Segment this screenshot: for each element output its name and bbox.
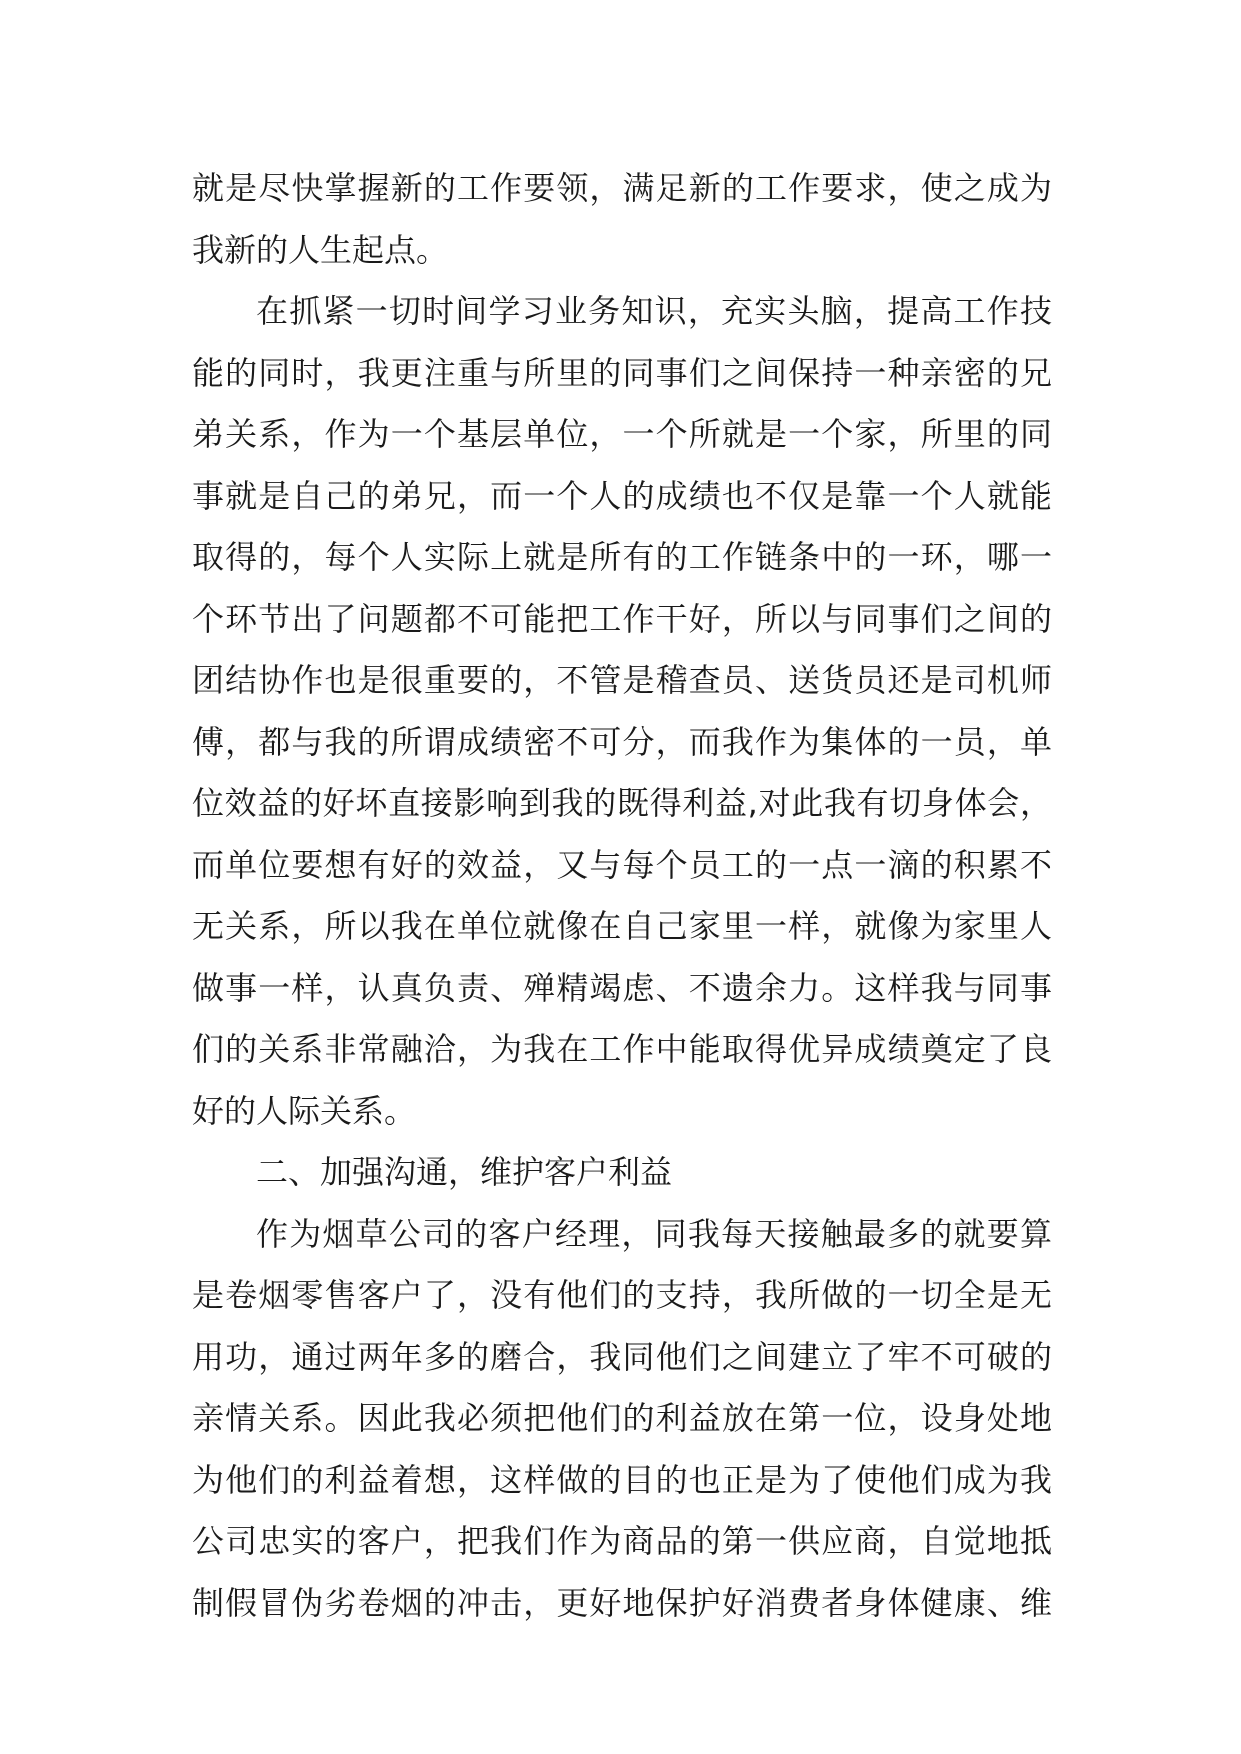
text-line: 们的关系非常融洽，为我在工作中能取得优异成绩奠定了良 <box>192 1030 1052 1068</box>
text-line: 就是尽快掌握新的工作要领，满足新的工作要求，使之成为 <box>192 169 1052 207</box>
document-body <box>192 158 1052 1634</box>
text-line: 好的人际关系。 <box>192 1091 417 1130</box>
text-line: 位效益的好坏直接影响到我的既得利益,对此我有切身体会， <box>192 784 1052 822</box>
text-line: 是卷烟零售客户了，没有他们的支持，我所做的一切全是无 <box>192 1276 1052 1314</box>
text-line: 取得的，每个人实际上就是所有的工作链条中的一环，哪一 <box>192 538 1052 576</box>
text-line: 公司忠实的客户，把我们作为商品的第一供应商，自觉地抵 <box>192 1522 1052 1560</box>
text-line: 为他们的利益着想，这样做的目的也正是为了使他们成为我 <box>192 1460 1052 1499</box>
text-line: 团结协作也是很重要的，不管是稽查员、送货员还是司机师 <box>192 661 1052 699</box>
section-heading: 二、加强沟通，维护客户利益 <box>256 1153 673 1191</box>
text-line: 无关系，所以我在单位就像在自己家里一样，就像为家里人 <box>192 907 1052 945</box>
text-line: 能的同时，我更注重与所里的同事们之间保持一种亲密的兄 <box>192 353 1052 392</box>
text-line: 做事一样，认真负责、殚精竭虑、不遗余力。这样我与同事 <box>192 968 1052 1007</box>
text-line: 亲情关系。因此我必须把他们的利益放在第一位，设身处地 <box>192 1399 1052 1437</box>
text-line: 而单位要想有好的效益，又与每个员工的一点一滴的积累不 <box>192 845 1052 884</box>
text-line: 我新的人生起点。 <box>192 230 449 269</box>
text-line: 事就是自己的弟兄，而一个人的成绩也不仅是靠一个人就能 <box>192 476 1052 515</box>
text-line: 用功，通过两年多的磨合，我同他们之间建立了牢不可破的 <box>192 1337 1052 1376</box>
text-line: 在抓紧一切时间学习业务知识，充实头脑，提高工作技 <box>256 292 1052 330</box>
text-line: 个环节出了问题都不可能把工作干好，所以与同事们之间的 <box>192 599 1052 638</box>
text-line: 傅，都与我的所谓成绩密不可分，而我作为集体的一员，单 <box>192 722 1052 761</box>
text-line: 弟关系，作为一个基层单位，一个所就是一个家，所里的同 <box>192 415 1052 453</box>
text-line: 作为烟草公司的客户经理，同我每天接触最多的就要算 <box>256 1214 1052 1253</box>
text-line: 制假冒伪劣卷烟的冲击，更好地保护好消费者身体健康、维 <box>192 1583 1052 1622</box>
